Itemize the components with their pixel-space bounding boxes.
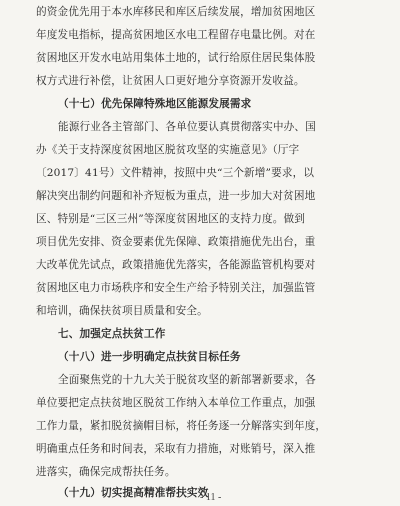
body-text-line: 全面聚焦党的十九大关于脱贫攻坚的新部署新要求，各 bbox=[58, 374, 316, 386]
body-text-line: 的资金优先用于本水库移民和库区后续发展，增加贫困地区 bbox=[36, 6, 316, 18]
section-heading-18: （十八）进一步明确定点扶贫目标任务 bbox=[58, 351, 241, 363]
body-text-line: 解决突出制约问题和补齐短板为重点，进一步加大对贫困地 bbox=[36, 190, 316, 202]
body-text-line: 〔2017〕41号）文件精神，按照中央“三个新增”要求，以 bbox=[36, 167, 315, 179]
section-heading-19: （十九）切实提高精准帮扶实效 bbox=[58, 487, 209, 499]
section-heading-17: （十七）优先保障特殊地区能源发展需求 bbox=[58, 98, 252, 110]
body-text-line: 工作力量，紧扣脱贫摘帽目标，将任务逐一分解落实到年度， bbox=[36, 420, 327, 432]
body-text-line: 和培训，确保扶贫项目质量和安全。 bbox=[36, 305, 208, 317]
body-text-line: 办《关于支持深度贫困地区脱贫攻坚的实施意见》（厅字 bbox=[36, 144, 300, 156]
page-number: - 11 - bbox=[200, 492, 222, 503]
body-text-line: 贫困地区电力市场秩序和安全生产给予特别关注，加强监管 bbox=[36, 282, 316, 294]
chapter-heading-7: 七、加强定点扶贫工作 bbox=[58, 328, 166, 340]
body-text-line: 区、特别是“三区三州”等深度贫困地区的支持力度。做到 bbox=[36, 213, 305, 225]
body-text-line: 大改革优先试点，政策措施优先落实，各能源监管机构要对 bbox=[36, 259, 316, 271]
body-text-line: 能源行业各主管部门、各单位要认真贯彻落实中办、国 bbox=[58, 121, 316, 133]
body-text-line: 年度发电指标，提高贫困地区水电工程留存电量比例。对在 bbox=[36, 29, 316, 41]
body-text-line: 权方式进行补偿，让贫困人口更好地分享资源开发收益。 bbox=[36, 75, 305, 87]
body-text-line: 单位要把定点扶贫地区脱贫工作纳入本单位工作重点，加强 bbox=[36, 397, 316, 409]
body-text-line: 明确重点任务和时间表，采取有力措施，对账销号，深入推 bbox=[36, 443, 316, 455]
body-text-line: 项目优先安排、资金要素优先保障、政策措施优先出台，重 bbox=[36, 236, 316, 248]
body-text-line: 进落实，确保完成帮扶任务。 bbox=[36, 466, 176, 478]
body-text-line: 贫困地区开发水电站用集体土地的，试行给原住居民集体股 bbox=[36, 52, 316, 64]
